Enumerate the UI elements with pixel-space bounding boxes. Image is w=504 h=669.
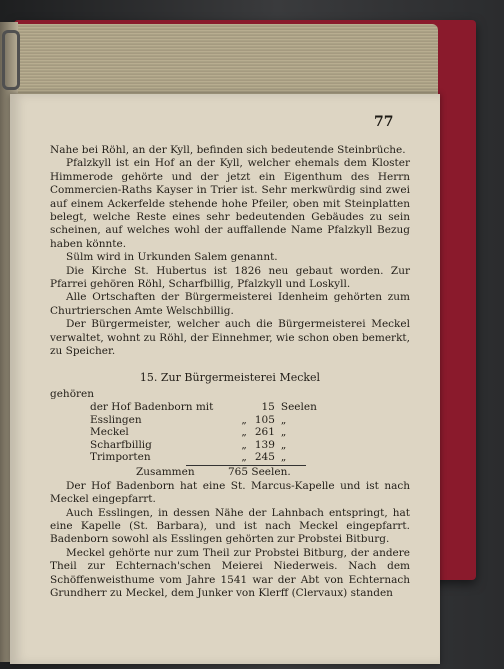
page-edges <box>8 24 438 104</box>
count: 261 <box>254 426 275 439</box>
page-number: 77 <box>374 114 394 130</box>
place: Scharfbillig <box>90 438 152 451</box>
binding-ring <box>2 30 20 90</box>
unit: „ <box>280 413 287 426</box>
ditto-mark: „ <box>241 413 247 426</box>
count: 245 <box>254 450 275 463</box>
unit: „ <box>280 450 287 463</box>
unit: Seelen <box>280 401 317 414</box>
paragraph: Pfalzkyll ist ein Hof an der Kyll, welcher ehemals dem Kloster Himmerode gehörte und der jetzt ein Eigenthum des Herrn Commercien-Raths Kayser in Trier ist. Sehr merkwürdig sind zwei auf einem Ackerfelde stehende hohe Pfeiler, oben mit Steinplatten belegt, welche Reste eines sehr bedeutenden Gebäudes zu sein scheinen, auf welches wohl der auffallende Name Pfalzkyll Bezug haben könnte. <box>50 157 410 250</box>
place: Esslingen <box>90 413 142 426</box>
sum-label: Zusammen <box>136 466 195 479</box>
paragraph: Der Bürgermeister, welcher auch die Bürgermeisterei Meckel verwaltet, wohnt zu Röhl, der Einnehmer, wie schon oben bemerkt, zu Speicher. <box>50 318 410 358</box>
section-heading: 15. Zur Bürgermeisterei Meckel <box>139 370 321 384</box>
paragraph: Sülm wird in Urkunden Salem genannt. <box>66 251 278 264</box>
book-page <box>10 94 440 664</box>
ditto-mark: „ <box>241 426 247 439</box>
count: 15 <box>261 401 275 414</box>
table-row <box>90 451 325 463</box>
sum-row <box>136 466 410 479</box>
population-table <box>90 401 325 463</box>
ditto-mark <box>221 401 254 413</box>
paragraph: Nahe bei Röhl, an der Kyll, befinden sich bedeutende Steinbrüche. <box>50 144 406 156</box>
page-text <box>50 144 410 600</box>
table-row <box>90 401 325 413</box>
table-row <box>90 426 325 438</box>
place: der Hof Badenborn mit <box>90 401 214 414</box>
count: 105 <box>254 413 275 426</box>
place: Meckel <box>90 426 129 439</box>
table-row <box>90 439 325 451</box>
paragraph: Die Kirche St. Hubertus ist 1826 neu gebaut worden. Zur Pfarrei gehören Röhl, Scharfbillig, Pfalzkyll und Loskyll. <box>50 264 410 291</box>
ditto-mark: „ <box>241 438 247 451</box>
unit: „ <box>280 438 287 451</box>
table-row <box>90 414 325 426</box>
unit: „ <box>280 426 287 439</box>
place: Trimporten <box>90 450 151 463</box>
count: 139 <box>254 438 275 451</box>
paragraph: Der Hof Badenborn hat eine St. Marcus-Kapelle und ist nach Meckel eingepfarrt. <box>50 479 410 506</box>
ditto-mark: „ <box>241 450 247 463</box>
paragraph: Alle Ortschaften der Bürgermeisterei Idenheim gehörten zum Churtrierschen Amte Welschbillig. <box>50 291 410 317</box>
paragraph: Meckel gehörte nur zum Theil zur Probstei Bitburg, der andere Theil zur Echternach'schen Meierei Niederweis. Nach dem Schöffenweisthume vom Jahre 1541 war der Abt von Echternach Grundherr zu Meckel, dem Junker von Klerff (Clervaux) standen <box>50 546 410 599</box>
paragraph: Auch Esslingen, in dessen Nähe der Lahnbach entspringt, hat eine Kapelle (St. Barbara), und ist nach Meckel eingepfarrt. Badenborn sowohl als Esslingen gehörten zur Probstei Bitburg. <box>50 506 410 546</box>
sum-value: 765 Seelen. <box>228 466 291 479</box>
table-intro: gehören <box>50 387 95 400</box>
